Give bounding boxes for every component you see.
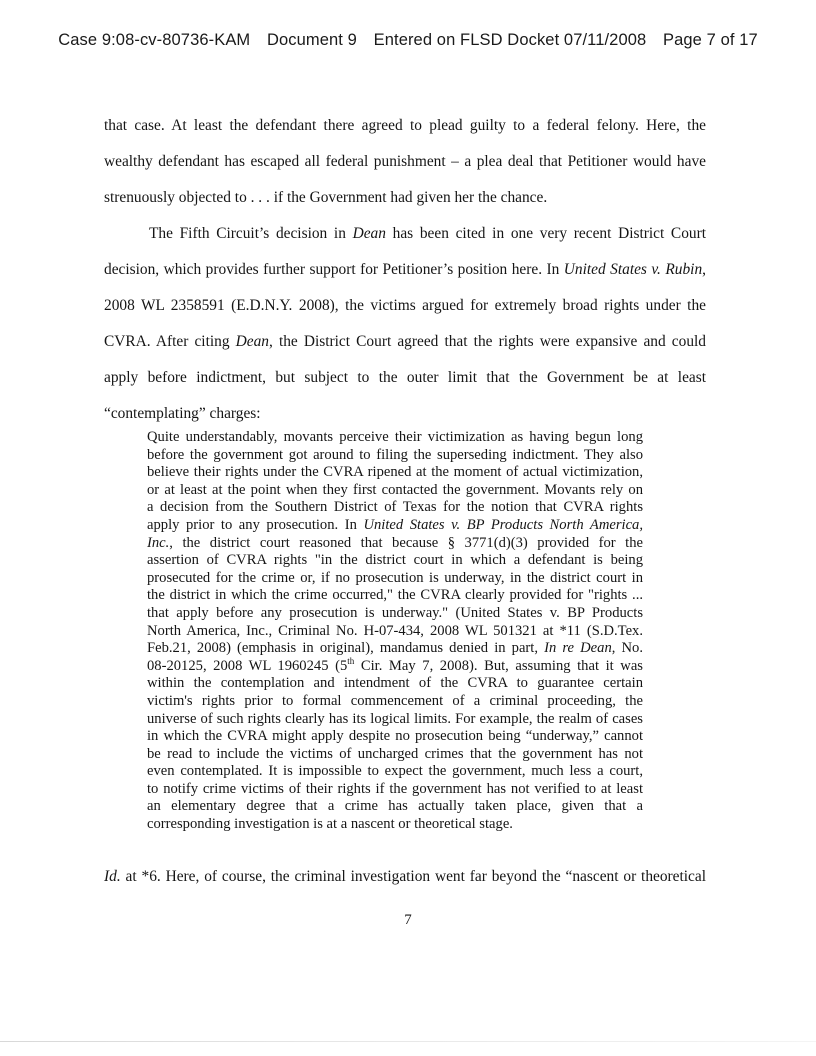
document-number: Document 9: [266, 31, 357, 49]
entered-docket: Entered on FLSD Docket 07/11/2008: [373, 31, 647, 49]
quote-line: an elementary degree that a crime has actually taken place, given that a: [147, 798, 643, 815]
text-line: strenuously objected to . . . if the Government had given her the chance.: [104, 189, 548, 206]
quote-line: within the contemplation and intendment of the CVRA to guarantee certain: [147, 675, 643, 692]
quote-line: or at least at the point when they first contacted the government. Movants rely on: [147, 481, 643, 498]
case-citation: Dean: [352, 225, 386, 242]
quote-line: apply prior to any prosecution. In United States v. BP Products North America,: [147, 516, 643, 533]
page-number: 7: [404, 912, 412, 928]
quote-line: North America, Inc., Criminal No. H-07-434, 2008 WL 501321 at *11 (S.D.Tex.: [147, 622, 643, 639]
quote-line: believe their rights under the CVRA ripened at the moment of actual victimization,: [147, 464, 643, 481]
text-line: The Fifth Circuit’s decision in Dean has been cited in one very recent District Court: [149, 225, 706, 242]
quote-line: 08-20125, 2008 WL 1960245 (5th Cir. May 7, 2008). But, assuming that it was: [147, 655, 643, 674]
docket-header: [0, 31, 816, 50]
scan-artifact-line: [0, 1041, 816, 1042]
quote-line: in which the CVRA might apply despite no prosecution being “underway,” cannot: [147, 728, 643, 745]
block-quote: [147, 429, 643, 834]
quote-line: even contemplated. It is impossible to expect the government, much less a court,: [147, 763, 643, 780]
quote-line: assertion of CVRA rights "in the district court in which a defendant is being: [147, 552, 643, 569]
case-citation: In re Dean: [544, 640, 612, 657]
text-line: “contemplating” charges:: [104, 405, 261, 422]
case-citation: Inc.: [147, 534, 170, 551]
text-line: apply before indictment, but subject to the outer limit that the Government be at least: [104, 369, 706, 386]
paragraph-1: [104, 108, 706, 216]
quote-line: before the government got around to filing the superseding indictment. They also: [147, 446, 643, 463]
quote-line: be read to include the victims of uncharged crimes that the government has not: [147, 745, 643, 762]
quote-line: Inc., the district court reasoned that because § 3771(d)(3) provided for the: [147, 534, 643, 551]
case-citation: United States v. BP Products North America,: [363, 516, 643, 533]
quote-line: Quite understandably, movants perceive their victimization as having begun long: [147, 429, 643, 445]
case-number: Case 9:08-cv-80736-KAM: [58, 31, 251, 49]
text-line: 2008 WL 2358591 (E.D.N.Y. 2008), the victims argued for extremely broad rights under the: [104, 297, 706, 314]
quote-line: victim's rights prior to formal commencement of a criminal proceeding, the: [147, 692, 643, 709]
page-of: Page 7 of 17: [662, 31, 758, 49]
text-line: wealthy defendant has escaped all federal punishment – a plea deal that Petitioner would have: [104, 153, 706, 170]
paragraph-3: Id. at *6. Here, of course, the criminal investigation went far beyond the “nascent or theoretical: [104, 868, 706, 885]
quote-line: universe of such rights clearly has its logical limits. For example, the realm of cases: [147, 710, 643, 727]
body-text: [104, 108, 706, 432]
paragraph-2: [104, 216, 706, 432]
case-citation: United States v. Rubin: [563, 261, 703, 278]
quote-line: that apply before any prosecution is underway." (United States v. BP Products: [147, 604, 643, 621]
text-line: that case. At least the defendant there agreed to plead guilty to a federal felony. Here, the: [104, 117, 706, 134]
quote-line: prosecuted for the crime or, if no prosecution is underway, in the district court in: [147, 569, 643, 586]
quote-line: corresponding investigation is at a nascent or theoretical stage.: [147, 816, 513, 833]
quote-line: Feb.21, 2008) (emphasis in original), mandamus denied in part, In re Dean, No.: [147, 640, 643, 657]
quote-line: to notify crime victims of their rights if the government has not verified to at least: [147, 780, 643, 797]
case-citation: Id.: [104, 868, 121, 885]
quote-line: the district in which the crime occurred," the CVRA clearly provided for "rights ...: [147, 587, 643, 604]
case-citation: Dean: [235, 333, 269, 350]
ordinal-suffix: th: [347, 655, 355, 666]
text-line: CVRA. After citing Dean, the District Court agreed that the rights were expansive and could: [104, 333, 706, 350]
text-line: decision, which provides further support for Petitioner’s position here. In United States v. Rubin,: [104, 261, 706, 278]
quote-line: a decision from the Southern District of Texas for the notion that CVRA rights: [147, 499, 643, 516]
